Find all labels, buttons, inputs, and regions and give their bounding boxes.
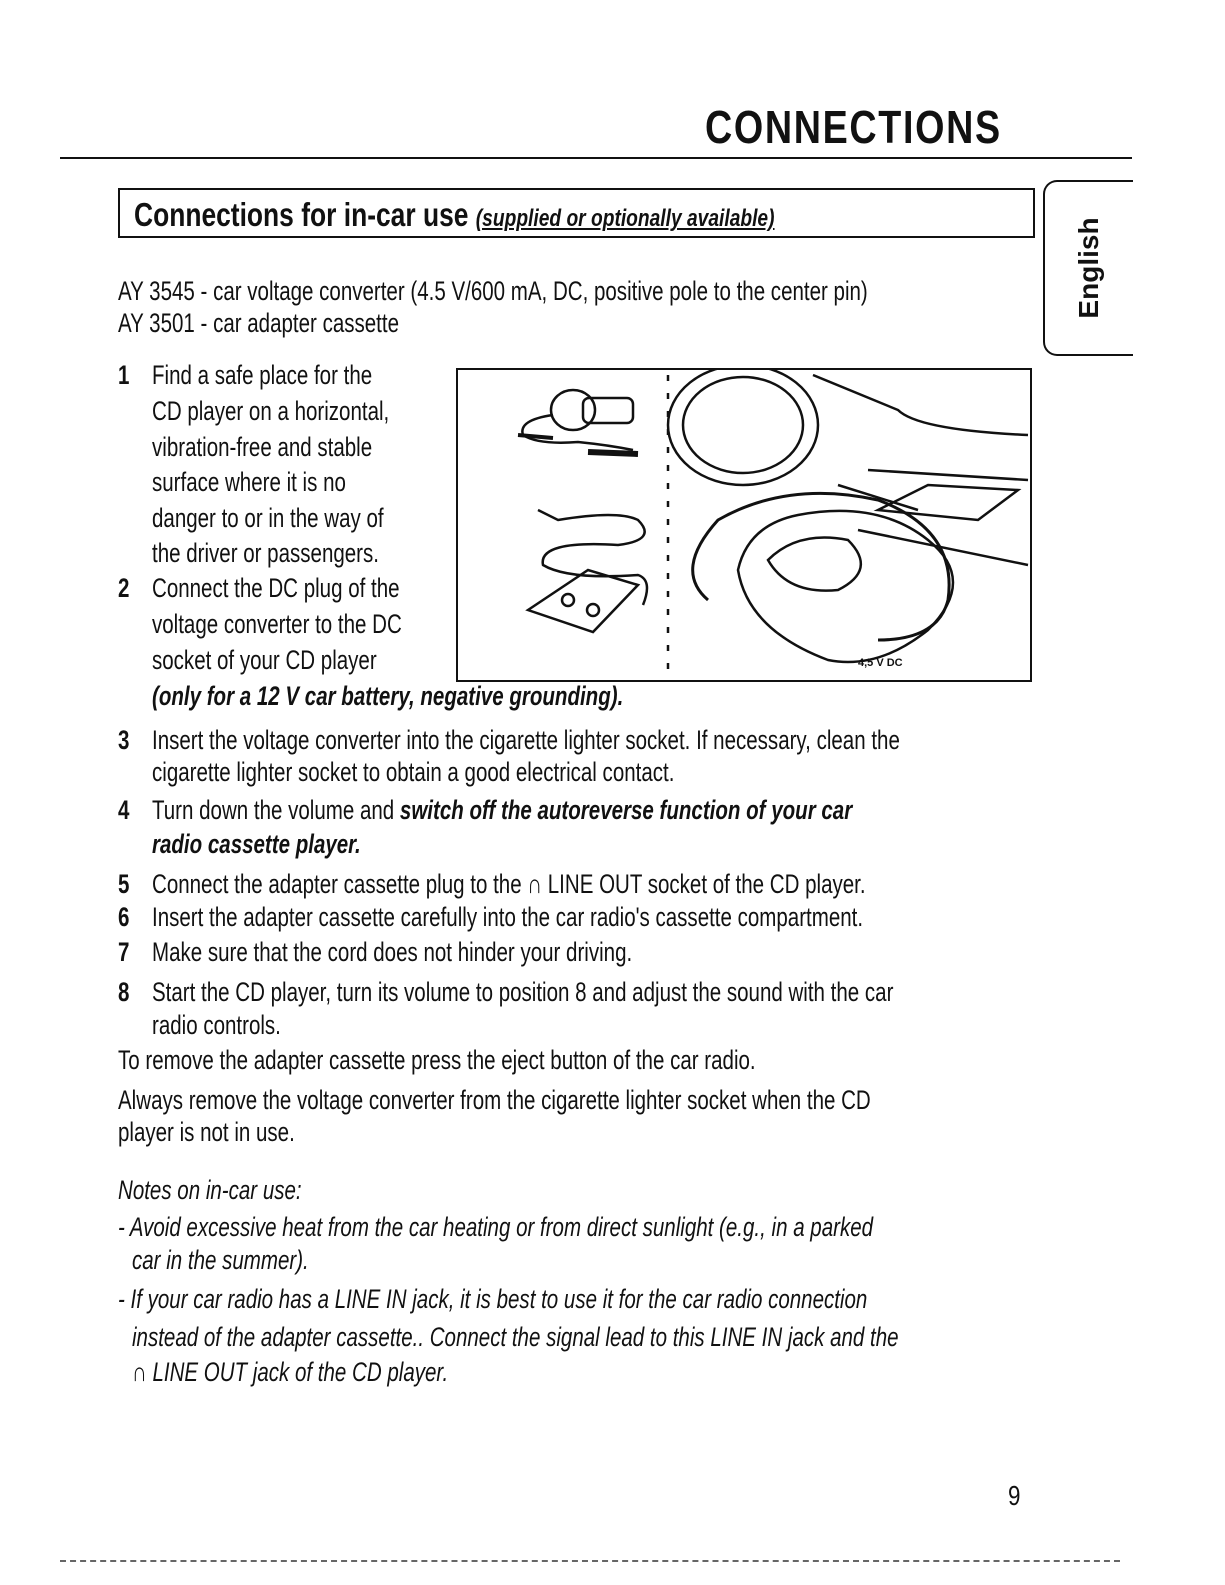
page-title: CONNECTIONS xyxy=(705,101,1002,153)
note-line: car in the summer). xyxy=(132,1245,309,1275)
note-line: - Avoid excessive heat from the car heating or from direct sunlight (e.g., in a parked xyxy=(118,1212,874,1242)
header-rule xyxy=(60,157,1132,159)
adapter-cassette-icon xyxy=(528,510,647,632)
step-line: radio controls. xyxy=(152,1010,281,1040)
note-line: instead of the adapter cassette.. Connect the signal lead to this LINE IN jack and the xyxy=(132,1322,899,1352)
accessory-line: AY 3545 - car voltage converter (4.5 V/600 mA, DC, positive pole to the center pin) xyxy=(118,276,868,306)
in-car-connection-illustration xyxy=(456,368,1032,682)
notes-heading: Notes on in-car use: xyxy=(118,1175,302,1205)
section-subtitle: (supplied or optionally available) xyxy=(475,205,775,232)
language-tab xyxy=(1043,180,1133,356)
step-line: Connect the DC plug of the xyxy=(152,573,400,603)
illustration-label: 4,5 V DC xyxy=(858,657,903,669)
step-line: vibration-free and stable xyxy=(152,432,373,462)
section-heading-box xyxy=(118,188,1035,238)
step-line: Make sure that the cord does not hinder your driving. xyxy=(152,937,633,967)
language-tab-label: English xyxy=(1073,217,1104,319)
step-number: 6 xyxy=(118,902,130,932)
step-emphasis: radio cassette player. xyxy=(152,829,361,859)
voltage-converter-icon xyxy=(518,390,638,454)
body-line: Always remove the voltage converter from the cigarette lighter socket when the CD xyxy=(118,1085,871,1115)
step-text: Turn down the volume and xyxy=(152,795,400,825)
step-line: Insert the adapter cassette carefully into the car radio's cassette compartment. xyxy=(152,902,864,932)
note-line: ∩ LINE OUT jack of the CD player. xyxy=(132,1357,449,1387)
step-number: 8 xyxy=(118,977,130,1007)
body-line: To remove the adapter cassette press the eject button of the car radio. xyxy=(118,1045,756,1075)
step-number: 1 xyxy=(118,360,130,390)
step-emphasis: (only for a 12 V car battery, negative grounding). xyxy=(152,681,624,711)
step-line: danger to or in the way of xyxy=(152,503,384,533)
step-line: Insert the voltage converter into the cigarette lighter socket. If necessary, clean the xyxy=(152,725,900,755)
step-line xyxy=(152,795,852,825)
footer-rule xyxy=(60,1560,1120,1562)
step-line: Find a safe place for the xyxy=(152,360,373,390)
car-dashboard-icon xyxy=(668,370,1028,565)
step-number: 2 xyxy=(118,573,130,603)
step-number: 7 xyxy=(118,937,130,967)
step-number: 5 xyxy=(118,869,130,899)
step-line: Start the CD player, turn its volume to position 8 and adjust the sound with the car xyxy=(152,977,894,1007)
cd-player-icon xyxy=(693,493,953,662)
step-line: surface where it is no xyxy=(152,467,346,497)
note-line: - If your car radio has a LINE IN jack, it is best to use it for the car radio connection xyxy=(118,1284,868,1314)
step-line: cigarette lighter socket to obtain a good electrical contact. xyxy=(152,757,675,787)
page-number: 9 xyxy=(1008,1480,1021,1511)
step-line: CD player on a horizontal, xyxy=(152,396,390,426)
step-line: the driver or passengers. xyxy=(152,538,379,568)
accessory-line: AY 3501 - car adapter cassette xyxy=(118,308,399,338)
section-title-text: Connections for in-car use xyxy=(134,196,469,233)
step-emphasis: switch off the autoreverse function of your car xyxy=(399,795,853,825)
step-number: 4 xyxy=(118,795,130,825)
step-line: voltage converter to the DC xyxy=(152,609,402,639)
body-line: player is not in use. xyxy=(118,1117,295,1147)
step-line: socket of your CD player xyxy=(152,645,377,675)
section-title xyxy=(134,196,775,234)
step-number: 3 xyxy=(118,725,130,755)
step-line: Connect the adapter cassette plug to the ∩ LINE OUT socket of the CD player. xyxy=(152,869,866,899)
